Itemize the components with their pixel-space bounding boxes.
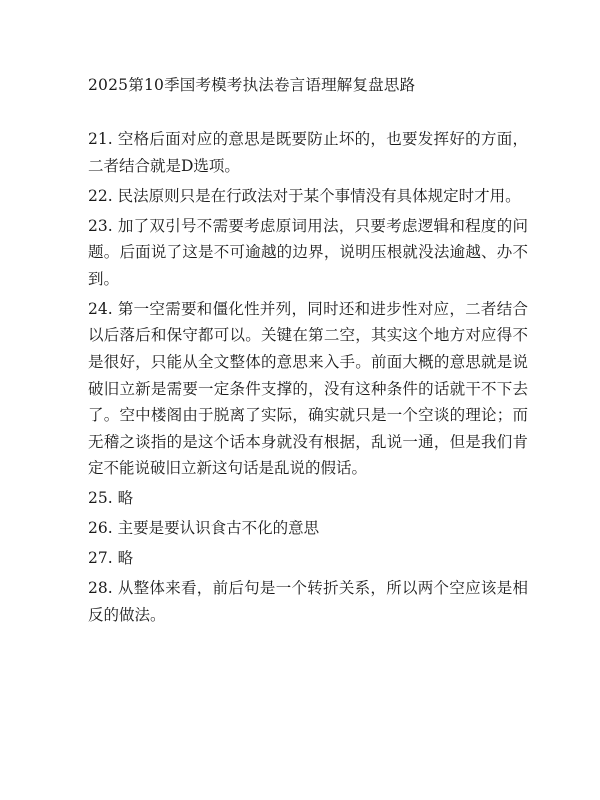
answer-list: [88, 126, 528, 632]
answer-item-21: 21. 空格后面对应的意思是既要防止坏的，也要发挥好的方面，二者结合就是D选项。: [88, 130, 528, 175]
answer-item-23: 23. 加了双引号不需要考虑原词用法，只要考虑逻辑和程度的问题。后面说了这是不可逾越的边界，说明压根就没法逾越、办不到。: [88, 216, 528, 288]
answer-item-24: 24. 第一空需要和僵化性并列，同时还和进步性对应，二者结合以后落后和保守都可以。关键在第二空，其实这个地方对应得不是很好，只能从全文整体的意思来入手。前面大概的意思就是说破旧立新是需要一定条件支撑的，没有这种条件的话就干不下去了。空中楼阁由于脱离了实际，确实就只是一个空谈的理论；而无稽之谈指的是这个话本身就没有根据，乱说一通，但是我们肯定不能说破旧立新这句话是乱说的假话。: [88, 299, 528, 478]
page-title: 2025第10季国考模考执法卷言语理解复盘思路: [88, 76, 416, 94]
answer-item-25: 25. 略: [88, 489, 134, 508]
answer-item-22: 22. 民法原则只是在行政法对于某个事情没有具体规定时才用。: [88, 186, 521, 205]
answer-item-27: 27. 略: [88, 549, 134, 568]
answer-item-26: 26. 主要是要认识食古不化的意思: [88, 519, 320, 538]
answer-item-28: 28. 从整体来看，前后句是一个转折关系，所以两个空应该是相反的做法。: [88, 579, 528, 624]
